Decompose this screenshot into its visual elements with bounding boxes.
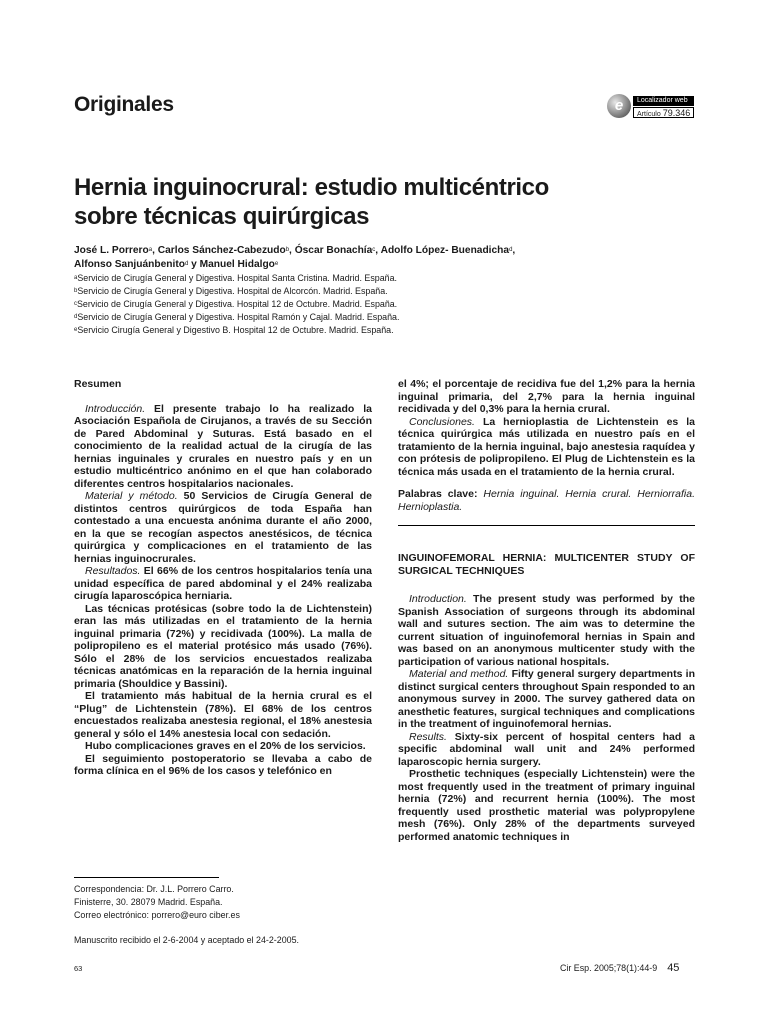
method-label: Material y método. <box>85 490 178 502</box>
abstract-complications-para: Hubo complicaciones graves en el 20% de los servicios. <box>85 740 366 752</box>
author-affiliation-mark: d <box>509 247 513 253</box>
author-name: Adolfo López- Buenadicha <box>380 245 510 256</box>
english-method <box>398 668 695 731</box>
affiliation <box>74 311 674 324</box>
affiliation <box>74 298 674 311</box>
author-line: José L. Porrero$^a$, Carlos Sánchez-Cabezudo$^b$, Óscar Bonachía$^c$, Adolfo López- Buenadicha$^d$, <box>74 245 516 256</box>
web-locator-badge <box>607 93 695 121</box>
article-title <box>74 173 634 231</box>
received-date: Manuscrito recibido el 2-6-2004 y aceptado el 24-2-2005. <box>74 935 299 945</box>
journal-citation: Cir Esp. 2005;78(1):44-9 <box>560 963 658 973</box>
results-label: Resultados. <box>85 565 141 577</box>
page-number: 45 <box>667 962 680 974</box>
keywords <box>398 488 695 513</box>
abstract-prosthetic-para: Las técnicas protésicas (sobre todo la de Lichtenstein) eran las más utilizadas en el tratamiento de la hernia inguinal primaria (72%) y recidivada (100%). La malla de polipropileno es el material protésico más usado (76%). Sólo el 28% de los servicios encuestados realizaba técnicas anatómicas en la reparación de la hernia inguinal primaria (Shouldice y Bassini). <box>74 602 372 690</box>
conclusions-label: Conclusiones. <box>409 415 475 428</box>
affiliation-text: Servicio de Cirugía General y Digestiva. Hospital Santa Cristina. Madrid. España. <box>77 273 397 283</box>
locator-article-label: Artículo <box>637 111 661 118</box>
affiliation <box>74 272 674 285</box>
abstract-intro <box>74 403 372 491</box>
abstract-spanish-column <box>74 378 372 778</box>
en-method-label: Material and method. <box>409 668 509 680</box>
correspondence <box>74 883 374 922</box>
affiliation <box>74 324 674 337</box>
corr-line-2: Finisterre, 30. 28079 Madrid. España. <box>74 897 223 907</box>
section-label: Originales <box>74 93 174 116</box>
affiliation-mark: d <box>74 314 78 320</box>
author-affiliation-mark: c <box>372 247 376 253</box>
author-line: Alfonso Sanjuánbenito$^d$ y Manuel Hidalgo$^e$ <box>74 258 279 270</box>
corr-line-1: Correspondencia: Dr. J.L. Porrero Carro. <box>74 884 234 894</box>
abstract-followup-para: El seguimiento postoperatorio se llevaba a cabo de forma clínica en el 96% de los casos y telefónico en <box>74 752 372 777</box>
author-name: Carlos Sánchez-Cabezudo <box>157 245 286 256</box>
en-intro-label: Introduction. <box>409 593 467 605</box>
locator-label: Localizador web <box>633 96 694 106</box>
author-name: Óscar Bonachía <box>294 245 373 256</box>
affiliation-text: Servicio Cirugía General y Digestivo B. Hospital 12 de Octubre. Madrid. España. <box>77 325 394 335</box>
affiliation-list <box>74 272 674 337</box>
affiliation-text: Servicio de Cirugía General y Digestiva. Hospital Ramón y Cajal. Madrid. España. <box>77 312 400 322</box>
locator-article <box>633 107 694 118</box>
intro-label: Introducción. <box>85 402 146 415</box>
en-method-text: Fifty general surgery departments in distinct surgical centers throughout Spain responded to an anonymous survey in 2000. The survey gathered data on anesthetic features, surgical techniques and complications in the treatment of inguinofemoral hernias. <box>398 668 696 730</box>
folio-right <box>560 962 679 974</box>
title-line-2: sobre técnicas quirúrgicas <box>74 203 370 230</box>
english-title: INGUINOFEMORAL HERNIA: MULTICENTER STUDY OF SURGICAL TECHNIQUES <box>398 552 695 577</box>
affiliation <box>74 285 674 298</box>
abstract-heading: Resumen <box>74 378 122 390</box>
author-list <box>74 244 674 271</box>
en-intro-text: The present study was performed by the Spanish Association of surgeons through its abdominal wall and sutures section. The aim was to determine the current situation of inguinofemoral hernias in Spain and was based on an anonymous multicenter study with the participation of various national hospitals. <box>398 593 695 668</box>
author-affiliation-mark: a <box>148 247 153 253</box>
keywords-label: Palabras clave: <box>398 488 478 500</box>
english-prosthetic-para: Prosthetic techniques (especially Lichtenstein) were the most frequently used in the treatment of primary inguinal hernia (72%) and recurrent hernia (100%). The most frequently used prosthetic material was polypropylene mesh (76%). Only 28% of the departments surveyed performed anatomic techniques in <box>398 768 695 843</box>
en-results-text: Sixty-six percent of hospital centers had a specific abdominal wall unit and 24% performed laparoscopic hernia surgery. <box>398 730 695 768</box>
author-name: José L. Porrero <box>74 245 149 256</box>
title-line-1: Hernia inguinocrural: estudio multicéntrico <box>74 174 549 201</box>
keywords-text: Hernia inguinal. Hernia crural. Herniorrafia. Hernioplastia. <box>398 488 696 513</box>
e-web-icon: e <box>607 94 631 118</box>
author-affiliation-mark: b <box>285 247 290 253</box>
divider <box>398 525 695 526</box>
abstract-results <box>74 565 372 603</box>
affiliation-mark: a <box>74 275 78 281</box>
abstract-right-column <box>398 378 695 843</box>
affiliation-mark: b <box>74 288 78 294</box>
abstract-conclusions <box>398 416 695 479</box>
footnote-rule <box>74 877 219 878</box>
affiliation-mark: e <box>74 327 78 333</box>
abstract-continued: el 4%; el porcentaje de recidiva fue del 1,2% para la hernia inguinal primaria, del 2,7% para la hernia inguinal recidivada y del 0,3% para la hernia crural. <box>398 378 695 415</box>
affiliation-mark: c <box>74 301 77 307</box>
author-affiliation-mark: d <box>184 260 189 267</box>
author-name: Alfonso Sanjuánbenito <box>74 258 185 270</box>
corr-line-3: Correo electrónico: porrero@euro ciber.es <box>74 910 240 920</box>
english-results <box>398 731 695 769</box>
english-intro <box>398 593 695 668</box>
author-name: Manuel Hidalgo <box>199 258 275 270</box>
results-text: El 66% de los centros hospitalarios tenía una unidad específica de pared abdominal y el 24% realizaba cirugía laparoscópica herniaria. <box>74 565 372 602</box>
method-text: 50 Servicios de Cirugía General de distintos centros quirúrgicos de toda España han contestado a una encuesta anónima durante el año 2000, en la que se recogían aspectos anestésicos, de técnica quirúrgica y complicaciones en el tratamiento de las hernias inguinocrurales. <box>74 490 372 565</box>
folio-left: 63 <box>74 964 83 973</box>
locator-number: 79.346 <box>662 108 691 118</box>
affiliation-text: Servicio de Cirugía General y Digestiva. Hospital de Alcorcón. Madrid. España. <box>77 286 388 296</box>
author-affiliation-mark: e <box>274 260 279 267</box>
abstract-crural-para: El tratamiento más habitual de la hernia crural es el “Plug” de Lichtenstein (78%). El 68% de los centros encuestados realizaba anestesia regional, el 18% anestesia general y sólo el 14% anestesia local con sedación. <box>74 690 372 740</box>
intro-text: El presente trabajo lo ha realizado la Asociación Española de Cirujanos, a través de su Sección de Pared Abdominal y Suturas. Está basado en el conocimiento de la realidad actual de la cirugía de las hernias inguinales y crurales en nuestro país y en un estudio multicéntrico anónimo en el que han colaborado diferentes centros hospitalarios nacionales. <box>74 402 372 490</box>
affiliation-text: Servicio de Cirugía General y Digestiva. Hospital 12 de Octubre. Madrid. España. <box>77 299 398 309</box>
en-results-label: Results. <box>409 730 447 743</box>
conclusions-text: La hernioplastia de Lichtenstein es la técnica quirúrgica más utilizada en nuestro país en el tratamiento de la hernia inguinal, bajo anestesia raquídea y con prótesis de polipropileno. El Plug de Lichtenstein es la técnica más usada en el tratamiento de la hernia crural. <box>398 415 695 478</box>
abstract-method <box>74 490 372 565</box>
